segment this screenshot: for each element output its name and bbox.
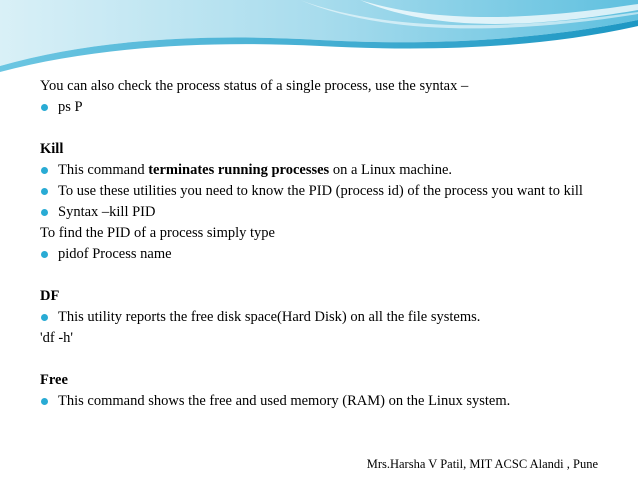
slide-footer: Mrs.Harsha V Patil, MIT ACSC Alandi , Pune <box>366 457 598 471</box>
df-heading: DF <box>40 288 60 304</box>
bullet-text: Syntax –kill PID <box>58 204 156 220</box>
bullet-dot-icon <box>41 209 48 216</box>
bullet-dot-icon <box>41 167 48 174</box>
bullet-text: This utility reports the free disk space(Hard Disk) on all the file systems. <box>58 309 481 325</box>
bullet-text: To use these utilities you need to know the PID (process id) of the process you want to kill <box>58 183 583 199</box>
bullet-dot-icon <box>41 104 48 111</box>
header-wave-decoration <box>0 0 638 80</box>
bullet-dot-icon <box>41 314 48 321</box>
df-command: 'df -h' <box>40 330 74 346</box>
intro-line: You can also check the process status of a single process, use the syntax – <box>40 78 469 94</box>
slide-body <box>40 76 620 412</box>
bullet-text: pidof Process name <box>58 246 172 262</box>
bullet-text-bold: terminates running processes <box>148 162 330 178</box>
bullet-dot-icon <box>41 188 48 195</box>
bullet-text: ps P <box>58 99 83 115</box>
bullet-text: This command shows the free and used memory (RAM) on the Linux system. <box>58 393 511 409</box>
bullet-kill-terminates <box>40 160 620 181</box>
bullet-kill-syntax <box>40 202 620 223</box>
bullet-dot-icon <box>41 398 48 405</box>
bullet-df <box>40 307 620 328</box>
bullet-free <box>40 391 620 412</box>
bullet-text-pre: This command <box>58 162 149 178</box>
bullet-kill-pid-info <box>40 181 620 202</box>
kill-heading: Kill <box>40 141 64 157</box>
bullet-ps-p <box>40 97 620 118</box>
free-heading: Free <box>40 372 68 388</box>
bullet-pidof <box>40 244 620 265</box>
bullet-text-post: on a Linux machine. <box>329 162 453 178</box>
bullet-dot-icon <box>41 251 48 258</box>
find-pid-line: To find the PID of a process simply type <box>40 225 275 241</box>
